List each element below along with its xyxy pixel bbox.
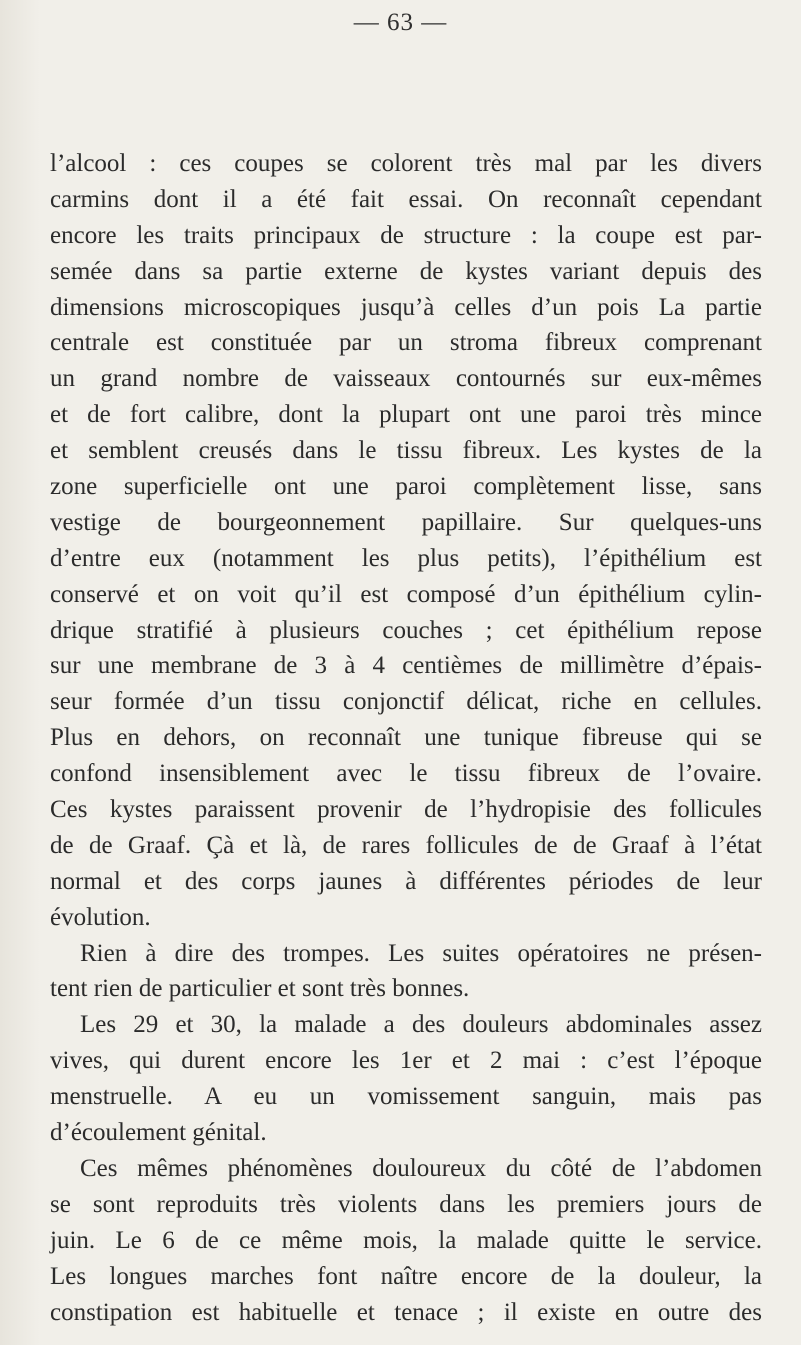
text-line: d’écoulement génital. — [50, 1119, 267, 1147]
text-line: Ces kystes paraissent provenir de l’hydropisie des follicules — [50, 796, 762, 824]
text-line: Les 29 et 30, la malade a des douleurs abdominales assez — [80, 1011, 762, 1039]
text-line: dimensions microscopiques jusqu’à celles d’un pois La partie — [50, 293, 762, 321]
text-line: seur formée d’un tissu conjonctif délicat, riche en cellules. — [50, 688, 762, 716]
text-line: menstruelle. A eu un vomissement sanguin, mais pas — [50, 1083, 762, 1111]
text-line: et semblent creusés dans le tissu fibreux. Les kystes de la — [50, 437, 762, 465]
text-line: centrale est constituée par un stroma fibreux comprenant — [50, 329, 762, 357]
text-line: l’alcool : ces coupes se colorent très mal par les divers — [50, 150, 762, 177]
text-line: conservé et on voit qu’il est composé d’un épithélium cylin- — [50, 580, 762, 608]
text-line: constipation est habituelle et tenace ; il existe en outre des — [50, 1298, 762, 1326]
text-line: se sont reproduits très violents dans les premiers jours de — [50, 1190, 762, 1218]
text-line: carmins dont il a été fait essai. On reconnaît cependant — [50, 185, 762, 213]
text-line: sur une membrane de 3 à 4 centièmes de millimètre d’épais- — [50, 652, 762, 680]
text-line: juin. Le 6 de ce même mois, la malade quitte le service. — [50, 1226, 762, 1254]
page-number: — 63 — — [353, 9, 448, 36]
text-line: Plus en dehors, on reconnaît une tunique fibreuse qui se — [50, 724, 762, 752]
text-line: d’entre eux (notamment les plus petits), l’épithélium est — [50, 544, 762, 572]
text-line: encore les traits principaux de structure : la coupe est par- — [50, 221, 762, 249]
text-line: zone superficielle ont une paroi complètement lisse, sans — [50, 473, 762, 501]
text-line: semée dans sa partie externe de kystes variant depuis des — [50, 257, 762, 285]
text-line: un grand nombre de vaisseaux contournés sur eux-mêmes — [50, 365, 762, 393]
text-line: tent rien de particulier et sont très bonnes. — [50, 975, 470, 1003]
text-line: de de Graaf. Çà et là, de rares follicules de de Graaf à l’état — [50, 831, 762, 859]
text-line: Ces mêmes phénomènes douloureux du côté de l’abdomen — [80, 1154, 762, 1182]
text-line: normal et des corps jaunes à différentes périodes de leur — [50, 867, 762, 895]
text-line: et de fort calibre, dont la plupart ont une paroi très mince — [50, 401, 762, 429]
text-line: Les longues marches font naître encore de la douleur, la — [50, 1262, 762, 1290]
text-line: confond insensiblement avec le tissu fibreux de l’ovaire. — [50, 760, 762, 788]
text-line: Rien à dire des trompes. Les suites opératoires ne présen- — [80, 939, 762, 967]
text-line: drique stratifié à plusieurs couches ; cet épithélium repose — [50, 616, 762, 644]
text-line: vestige de bourgeonnement papillaire. Sur quelques-uns — [50, 508, 762, 536]
text-line: vives, qui durent encore les 1er et 2 mai : c’est l’époque — [50, 1047, 762, 1075]
text-line: évolution. — [50, 903, 151, 931]
body-text — [50, 146, 762, 1330]
